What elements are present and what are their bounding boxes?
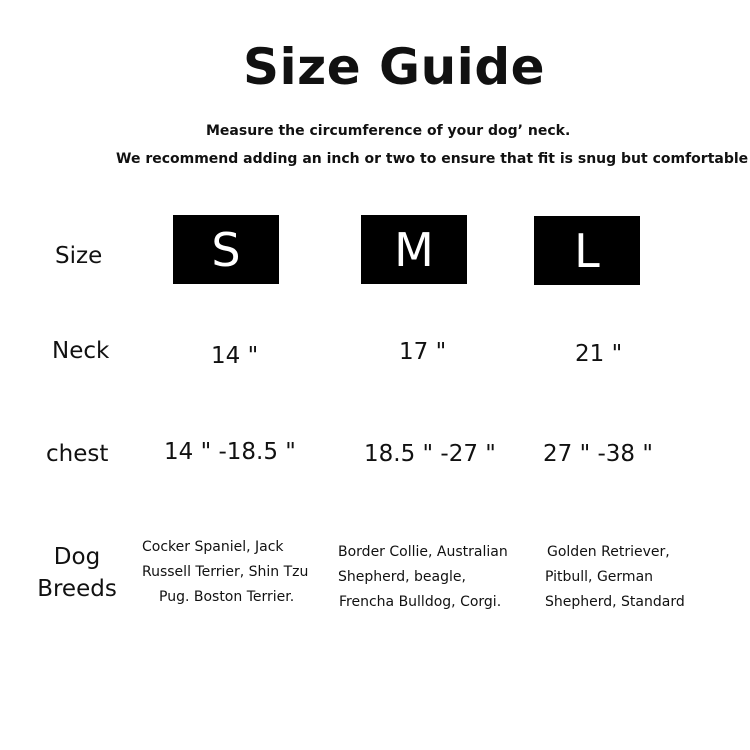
breeds-s: [142, 535, 308, 610]
breed-line: Shepherd, Standard: [545, 594, 685, 610]
breed-line: Frencha Bulldog, Corgi.: [339, 594, 502, 610]
breed-line: Cocker Spaniel, Jack: [142, 539, 284, 555]
chest-value-m: 18.5 " -27 ": [364, 441, 496, 467]
chest-value-l: 27 " -38 ": [543, 441, 653, 467]
row-label-dog-breeds: [36, 541, 118, 605]
size-badge-s: S: [173, 215, 279, 284]
breed-line: Pitbull, German: [545, 569, 654, 585]
row-label-breeds: Breeds: [37, 576, 117, 602]
breed-line: Pug. Boston Terrier.: [159, 589, 295, 605]
row-label-chest: chest: [46, 441, 109, 467]
fit-recommendation: We recommend adding an inch or two to ensure that fit is snug but comfortable: [116, 151, 749, 167]
row-label-neck: Neck: [52, 338, 110, 364]
row-label-size: Size: [55, 243, 103, 269]
page-title: Size Guide: [242, 38, 546, 96]
chest-value-s: 14 " -18.5 ": [164, 439, 296, 465]
size-badge-m: M: [361, 215, 467, 284]
measure-instruction: Measure the circumference of your dog’ neck.: [206, 123, 571, 139]
neck-value-m: 17 ": [399, 339, 447, 365]
breeds-l: [545, 540, 685, 615]
size-badge-l: L: [534, 216, 640, 285]
breed-line: Border Collie, Australian: [338, 544, 508, 560]
breed-line: Shepherd, beagle,: [338, 569, 466, 585]
row-label-dog: Dog: [53, 544, 101, 570]
breed-line: Golden Retriever,: [547, 544, 670, 560]
breeds-m: [338, 540, 508, 615]
breed-line: Russell Terrier, Shin Tzu: [142, 564, 309, 580]
neck-value-l: 21 ": [575, 341, 623, 367]
neck-value-s: 14 ": [211, 343, 259, 369]
